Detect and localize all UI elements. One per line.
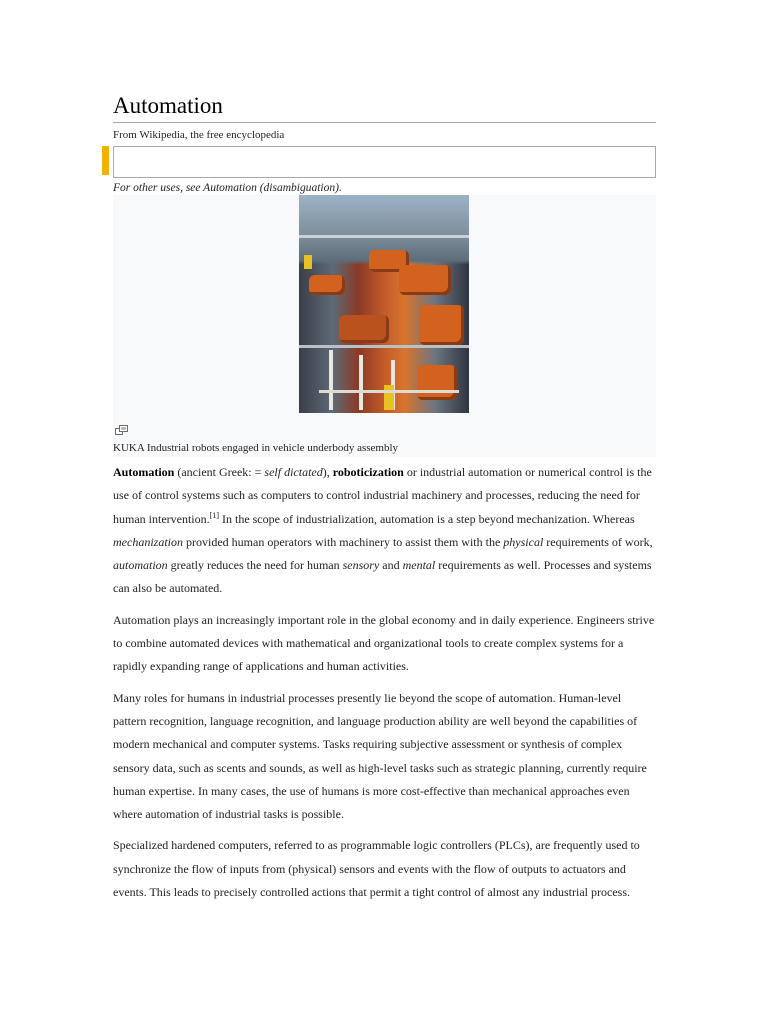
article <box>113 92 656 912</box>
page-title: Automation <box>113 92 656 123</box>
reference-link[interactable]: [1] <box>209 510 219 520</box>
tagline: From Wikipedia, the free encyclopedia <box>113 129 285 141</box>
hatnote[interactable]: For other uses, see Automation (disambiguation). <box>113 182 342 194</box>
paragraph-3: Many roles for humans in industrial processes presently lie beyond the scope of automation. Human-level pattern recognition, language recognition, and language production ability are well beyond the capabilities of modern mechanical and computer systems. Tasks requiring subjective assessment or synthesis of complex sensory data, such as scents and sounds, as well as high-level tasks such as strategic planning, currently require human expertise. In many cases, the use of humans is more cost-effective than mechanical approaches even where automation of industrial tasks is possible. <box>113 690 647 822</box>
paragraph-2: Automation plays an increasingly important role in the global economy and in daily experience. Engineers strive to combine automated devices with mathematical and organizational tools to create complex systems for a rapidly expanding range of applications and human activities. <box>113 612 655 674</box>
term-roboticization: roboticization <box>332 465 404 479</box>
magnify-clip-icon[interactable] <box>115 425 128 435</box>
notice-accent-bar <box>102 146 109 175</box>
notice-box <box>113 146 656 178</box>
figure-caption: KUKA Industrial robots engaged in vehicle underbody assembly <box>113 442 399 454</box>
notice-icon <box>96 149 99 152</box>
term-automation: Automation <box>113 465 175 479</box>
paragraph-4: Specialized hardened computers, referred to as programmable logic controllers (PLCs), are frequently used to synchronize the flow of inputs from (physical) sensors and events with the flow of outputs to actuators and events. This leads to precisely controlled actions that permit a tight control of almost any industrial process. <box>113 838 640 900</box>
thumbnail-figure <box>113 195 656 457</box>
industrial-robots-image[interactable] <box>299 195 469 413</box>
paragraph-1: Automation (ancient Greek: = self dictated), roboticization or industrial automation or numerical control is the use of control systems such as computers to control industrial machinery and processes, reducing the need for human intervention.[1] In the scope of industrialization, automation is a step beyond mechanization. Whereas mechanization provided human operators with machinery to assist them with the physical requirements of work, automation greatly reduces the need for human sensory and mental requirements as well. Processes and systems can also be automated. <box>113 465 653 596</box>
